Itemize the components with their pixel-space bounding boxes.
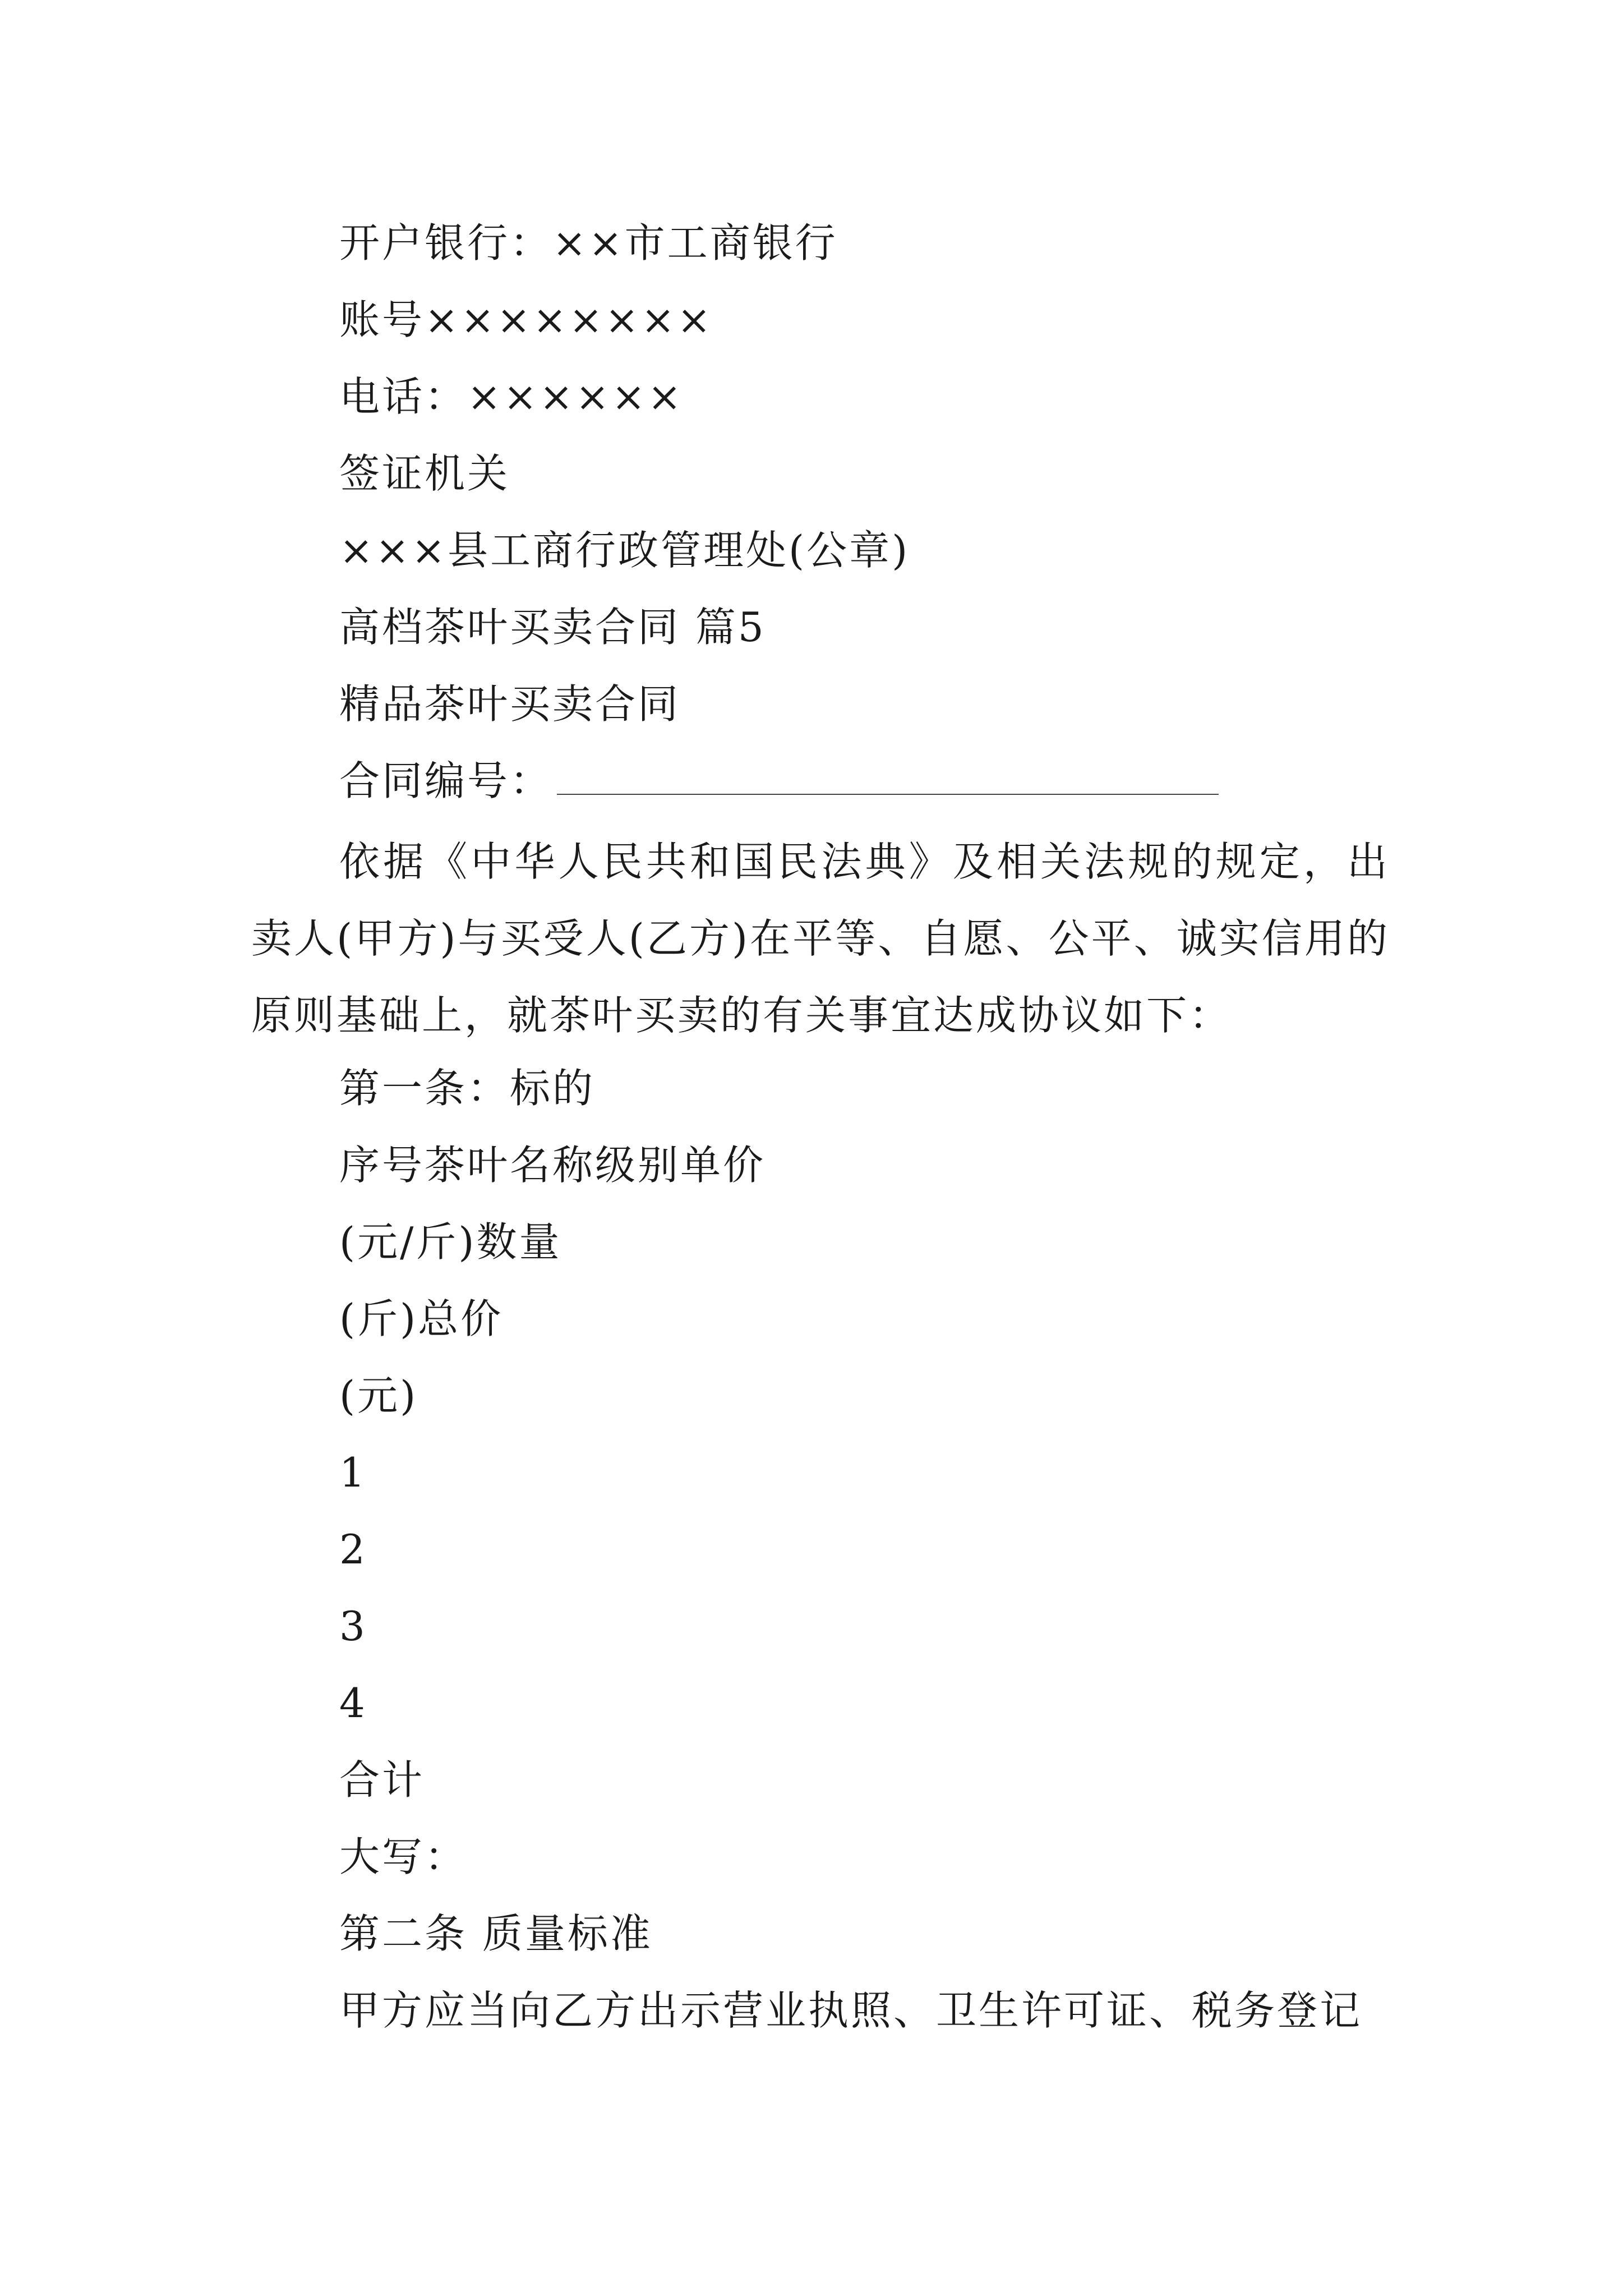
bank-line: 开户银行：××市工商银行 — [339, 219, 838, 266]
total-label: 合计 — [339, 1756, 425, 1803]
table-row-number: 4 — [339, 1680, 367, 1727]
table-header-3: (斤)总价 — [339, 1295, 504, 1342]
authority-name: ×××县工商行政管理处(公章) — [339, 527, 910, 574]
table-header-1: 序号茶叶名称级别单价 — [339, 1142, 766, 1189]
article2-title: 第二条 质量标准 — [339, 1910, 653, 1957]
table-row-number: 3 — [339, 1603, 367, 1650]
preamble-paragraph: 依据《中华人民共和国民法典》及相关法规的规定，出卖人(甲方)与买受人(乙方)在平等、自愿、公平、诚实信用的原则基础上，就茶叶买卖的有关事宜达成协议如下： — [251, 838, 1390, 1039]
contract-number-line — [339, 757, 1219, 804]
table-header-4: (元) — [339, 1372, 418, 1419]
article2-text: 甲方应当向乙方出示营业执照、卫生许可证、税务登记 — [339, 1987, 1363, 2034]
account-line: 账号×××××××× — [339, 296, 713, 343]
contract-title: 精品茶叶买卖合同 — [339, 680, 681, 728]
uppercase-amount-label: 大写： — [339, 1833, 468, 1880]
contract-number-blank — [557, 793, 1219, 795]
table-row-number: 2 — [339, 1526, 367, 1573]
section-title: 高档茶叶买卖合同 篇5 — [339, 604, 766, 651]
table-header-2: (元/斤)数量 — [339, 1218, 562, 1266]
phone-line: 电话：×××××× — [339, 373, 684, 420]
contract-number-label: 合同编号： — [339, 757, 553, 804]
article1-title: 第一条：标的 — [339, 1065, 596, 1112]
authority-label: 签证机关 — [339, 450, 510, 497]
table-row-number: 1 — [339, 1449, 367, 1496]
